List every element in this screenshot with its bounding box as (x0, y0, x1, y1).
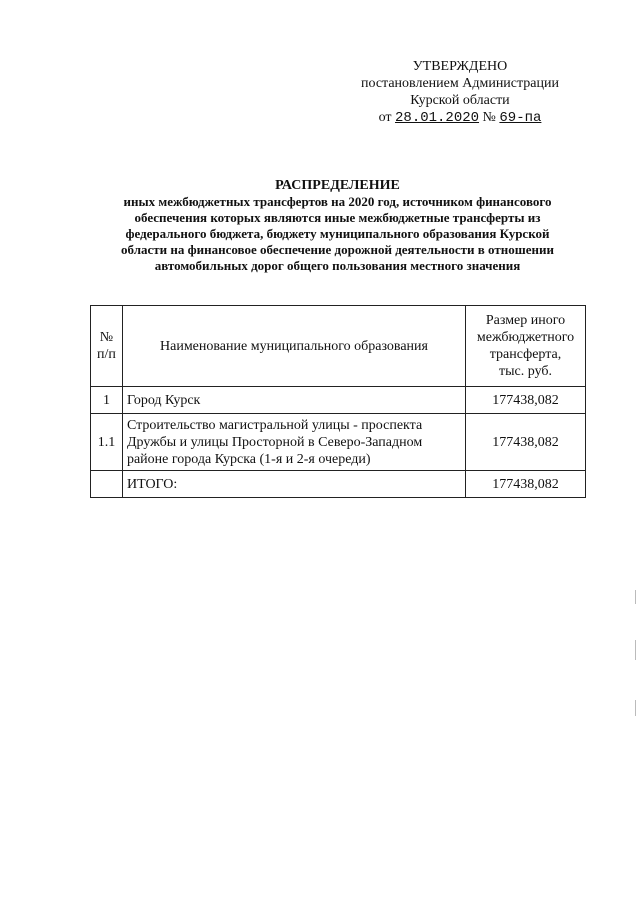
subtitle-line: области на финансовое обеспечение дорожной деятельности в отношении (121, 242, 554, 257)
approval-date: 28.01.2020 (395, 110, 480, 126)
document-heading (90, 178, 585, 274)
row-name-line: районе города Курска (1-я и 2-я очереди) (126, 451, 371, 467)
row-num (91, 471, 123, 498)
header-name: Наименование муниципального образования (122, 306, 465, 387)
scan-edge-mark (635, 590, 636, 604)
subtitle-line: федерального бюджета, бюджету муниципального образования Курской (125, 226, 550, 241)
distribution-table (90, 305, 586, 498)
row-name (122, 414, 465, 471)
subtitle-line: автомобильных дорог общего пользования местного значения (154, 258, 521, 273)
total-amount: 177438,082 (466, 471, 586, 498)
date-prefix: от (378, 110, 392, 125)
header-amount-line: межбюджетного (476, 330, 575, 345)
document-title: РАСПРЕДЕЛЕНИЕ (275, 178, 400, 193)
subtitle-line: иных межбюджетных трансфертов на 2020 год, источником финансового (123, 194, 552, 209)
total-label: ИТОГО: (122, 471, 465, 498)
header-num-line: № (99, 330, 114, 345)
row-num: 1.1 (91, 414, 123, 471)
number-prefix: № (482, 110, 496, 125)
scan-edge-mark (635, 640, 636, 660)
approval-date-line (340, 109, 580, 127)
row-amount: 177438,082 (466, 387, 586, 414)
row-name: Город Курск (122, 387, 465, 414)
header-num-line: п/п (97, 347, 116, 362)
approval-title: УТВЕРЖДЕНО (412, 59, 508, 74)
subtitle-line: обеспечения которых являются иные межбюджетные трансферты из (134, 210, 541, 225)
table-header-row (91, 306, 586, 387)
header-amount-line: Размер иного (485, 313, 566, 328)
approval-line-2: Курской области (410, 93, 510, 108)
header-amount (466, 306, 586, 387)
header-amount-line: тыс. руб. (499, 364, 553, 379)
header-num (91, 306, 123, 387)
table-total-row (91, 471, 586, 498)
header-amount-line: трансферта, (489, 347, 562, 362)
row-num: 1 (91, 387, 123, 414)
row-name-line: Дружбы и улицы Просторной в Северо-Западном (126, 434, 423, 450)
approval-block (340, 58, 580, 127)
approval-line-1: постановлением Администрации (361, 76, 559, 91)
scan-edge-mark (635, 700, 636, 716)
row-name-line: Строительство магистральной улицы - проспекта (126, 417, 423, 433)
row-amount: 177438,082 (466, 414, 586, 471)
document-subtitle (90, 194, 585, 274)
table-row (91, 414, 586, 471)
approval-number: 69-па (499, 110, 542, 126)
table-row (91, 387, 586, 414)
